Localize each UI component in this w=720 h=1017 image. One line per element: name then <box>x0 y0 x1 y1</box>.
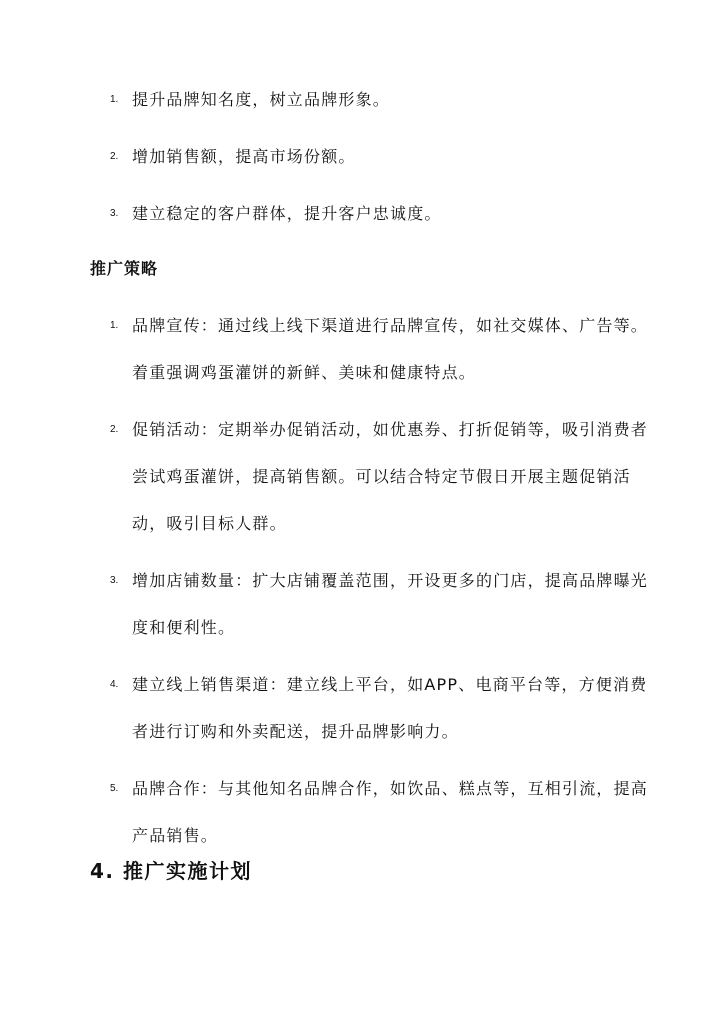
list-item-text: 建立稳定的客户群体，提升客户忠诚度。 <box>132 204 442 223</box>
list-item-text: 增加销售额，提高市场份额。 <box>132 147 356 166</box>
list-number: 2. <box>110 424 119 435</box>
list-item <box>90 661 650 755</box>
list-number: 1. <box>110 94 119 105</box>
list-item <box>90 406 650 547</box>
list-item-text: 建立线上销售渠道：建立线上平台，如APP、电商平台等，方便消费者进行订购和外卖配送，提升品牌影响力。 <box>132 675 648 741</box>
list-item-text: 增加店铺数量：扩大店铺覆盖范围，开设更多的门店，提高品牌曝光度和便利性。 <box>132 571 649 637</box>
list-number: 3. <box>110 208 119 219</box>
goals-list <box>90 76 650 237</box>
list-item-text: 提升品牌知名度，树立品牌形象。 <box>132 90 391 109</box>
list-item <box>90 133 650 180</box>
list-number: 1. <box>110 320 119 331</box>
strategy-heading: 推广策略 <box>90 259 159 278</box>
strategy-list <box>90 302 650 859</box>
list-number: 2. <box>110 151 119 162</box>
list-item-text: 品牌合作：与其他知名品牌合作，如饮品、糕点等，互相引流，提高产品销售。 <box>132 779 649 845</box>
list-item-text: 品牌宣传：通过线上线下渠道进行品牌宣传，如社交媒体、广告等。着重强调鸡蛋灌饼的新鲜、美味和健康特点。 <box>132 316 649 382</box>
list-item <box>90 302 650 396</box>
section-heading: 4. 推广实施计划 <box>90 859 252 883</box>
list-item-text: 促销活动：定期举办促销活动，如优惠券、打折促销等，吸引消费者尝试鸡蛋灌饼，提高销售额。可以结合特定节假日开展主题促销活动，吸引目标人群。 <box>132 420 649 533</box>
list-item <box>90 76 650 123</box>
list-item <box>90 190 650 237</box>
list-item <box>90 557 650 651</box>
list-item <box>90 765 650 859</box>
list-number: 4. <box>110 679 119 690</box>
list-number: 3. <box>110 575 119 586</box>
list-number: 5. <box>110 783 119 794</box>
